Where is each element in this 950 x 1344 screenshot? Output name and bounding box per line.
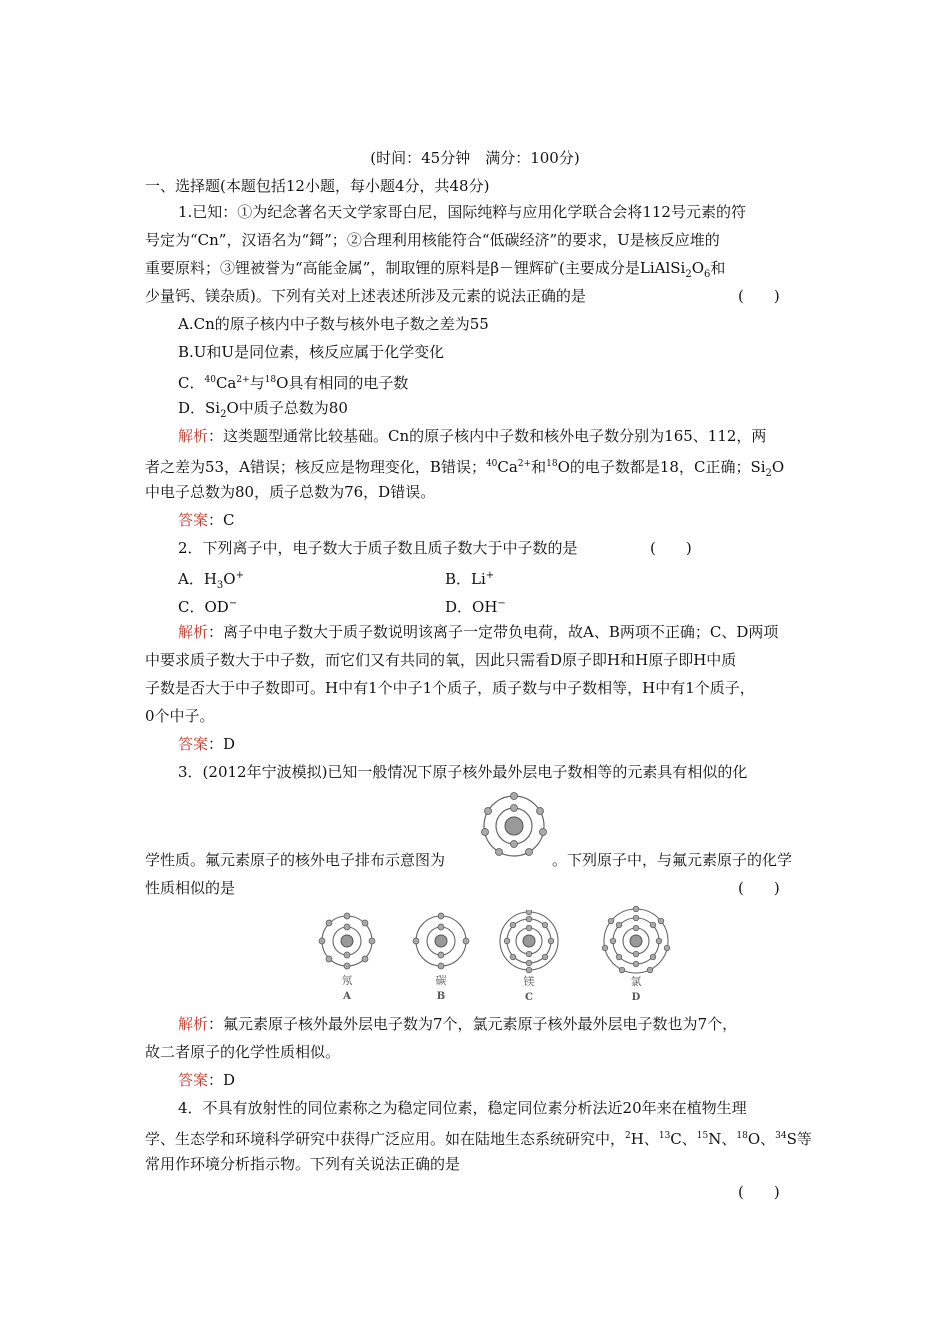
atom-option-c-magnesium: [496, 910, 562, 1004]
q3-stem-line3: 性质相似的是: [145, 879, 236, 897]
atom-c-name: 镁: [523, 975, 535, 988]
atom-option-a-neon: [318, 912, 376, 1004]
q3-stem-line2a: 学性质。氟元素原子的核外电子排布示意图为: [145, 851, 446, 869]
q4-stem-line2: 学、生态学和环境科学研究中获得广泛应用。如在陆地生态系统研究中，$^2$H、$^{13}$C、$^{15}$N、$^{18}$O、$^{34}$S等: [145, 1130, 812, 1148]
q1-option-d: D．$Si_2O$中质子总数为80: [178, 399, 348, 420]
section-heading: 一、选择题(本题包括12小题，每小题4分，共48分): [145, 177, 490, 195]
fluorine-atom-diagram: [474, 790, 554, 870]
q3-answer-blank: ( ): [738, 879, 780, 897]
q3-stem-line1: 3．(2012年宁波模拟)已知一般情况下原子核外最外层电子数相等的元素具有相似的化: [178, 763, 748, 781]
time-score-header: (时间：45分钟 满分：100分): [370, 149, 580, 167]
q2-option-a: A．$H_3O^+$: [178, 570, 244, 591]
q2-explanation-line1: 解析：离子中电子数大于质子数说明该离子一定带负电荷，故A、B两项不正确；C、D两项: [178, 623, 779, 641]
atom-option-b-carbon: [412, 912, 470, 1004]
atom-a-name: 氖: [341, 974, 353, 987]
q2-option-b: B．Li+: [445, 570, 495, 588]
q2-stem: 2．下列离子中，电子数大于质子数且质子数大于中子数的是: [178, 539, 578, 557]
atom-b-letter: B: [436, 991, 446, 1002]
q1-explanation-line2: 者之差为53，A错误；核反应是物理变化，B错误；$^{40}Ca^{2+}$和$^{18}$O的电子数都是18，C正确；$Si_2O$: [145, 458, 785, 479]
q1-explanation-line1: 解析：这类题型通常比较基础。Cn的原子核内中子数和核外电子数分别为165、112，两: [178, 427, 767, 445]
atom-b-name: 碳: [435, 974, 447, 987]
atom-d-letter: D: [631, 992, 641, 1003]
q1-answer-blank: ( ): [738, 287, 780, 305]
atom-option-d-chlorine: [600, 906, 672, 1004]
q2-explanation-line3: 子数是否大于中子数即可。H中有1个中子1个质子，质子数与中子数相等，H中有1个质子，: [145, 679, 755, 697]
q1-option-b: B.U和U是同位素，核反应属于化学变化: [178, 343, 445, 361]
q1-answer: 答案：C: [178, 511, 235, 529]
q1-option-c: C．$^{40}Ca^{2+}$与$^{18}$O具有相同的电子数: [178, 374, 409, 392]
q4-stem-line1: 4．不具有放射性的同位素称之为稳定同位素，稳定同位素分析法近20年来在植物生理: [178, 1099, 747, 1117]
q2-option-c: C．OD−: [178, 598, 238, 616]
q2-answer-blank: ( ): [650, 539, 692, 557]
q3-explanation-line1: 解析：氟元素原子核外最外层电子数为7个，氯元素原子核外最外层电子数也为7个，: [178, 1015, 738, 1033]
q1-explanation-line3: 中电子总数为80，质子总数为76，D错误。: [145, 483, 436, 501]
q1-option-a: A.Cn的原子核内中子数与核外电子数之差为55: [178, 315, 489, 333]
q1-stem-line3: 重要原料；③锂被誉为“高能金属”，制取锂的原料是β－锂辉矿(主要成分是$LiAlSi_2O_6$和: [145, 259, 726, 280]
q2-option-d: D．OH−: [445, 598, 506, 616]
q1-stem-line4: 少量钙、镁杂质)。下列有关对上述表述所涉及元素的说法正确的是: [145, 287, 586, 305]
q1-stem-line1: 1.已知：①为纪念著名天文学家哥白尼，国际纯粹与应用化学联合会将112号元素的符: [178, 203, 746, 221]
q2-answer: 答案：D: [178, 735, 236, 753]
q3-stem-line2b: 。下列原子中，与氟元素原子的化学: [552, 851, 793, 869]
q2-explanation-line4: 0个中子。: [145, 707, 215, 725]
q1-stem-line2: 号定为“Cn”，汉语名为“鎶”；②合理利用核能符合“低碳经济”的要求，U是核反应堆的: [145, 231, 720, 249]
q3-answer: 答案：D: [178, 1071, 236, 1089]
q3-explanation-line2: 故二者原子的化学性质相似。: [145, 1043, 341, 1061]
q4-answer-blank: ( ): [738, 1183, 780, 1201]
q4-stem-line3: 常用作环境分析指示物。下列有关说法正确的是: [145, 1155, 461, 1173]
atom-a-letter: A: [343, 991, 351, 1002]
q2-explanation-line2: 中要求质子数大于中子数，而它们又有共同的氧，因此只需看D原子即H和H原子即H中质: [145, 651, 737, 669]
atom-d-name: 氯: [630, 975, 642, 988]
atom-c-letter: C: [525, 992, 533, 1003]
